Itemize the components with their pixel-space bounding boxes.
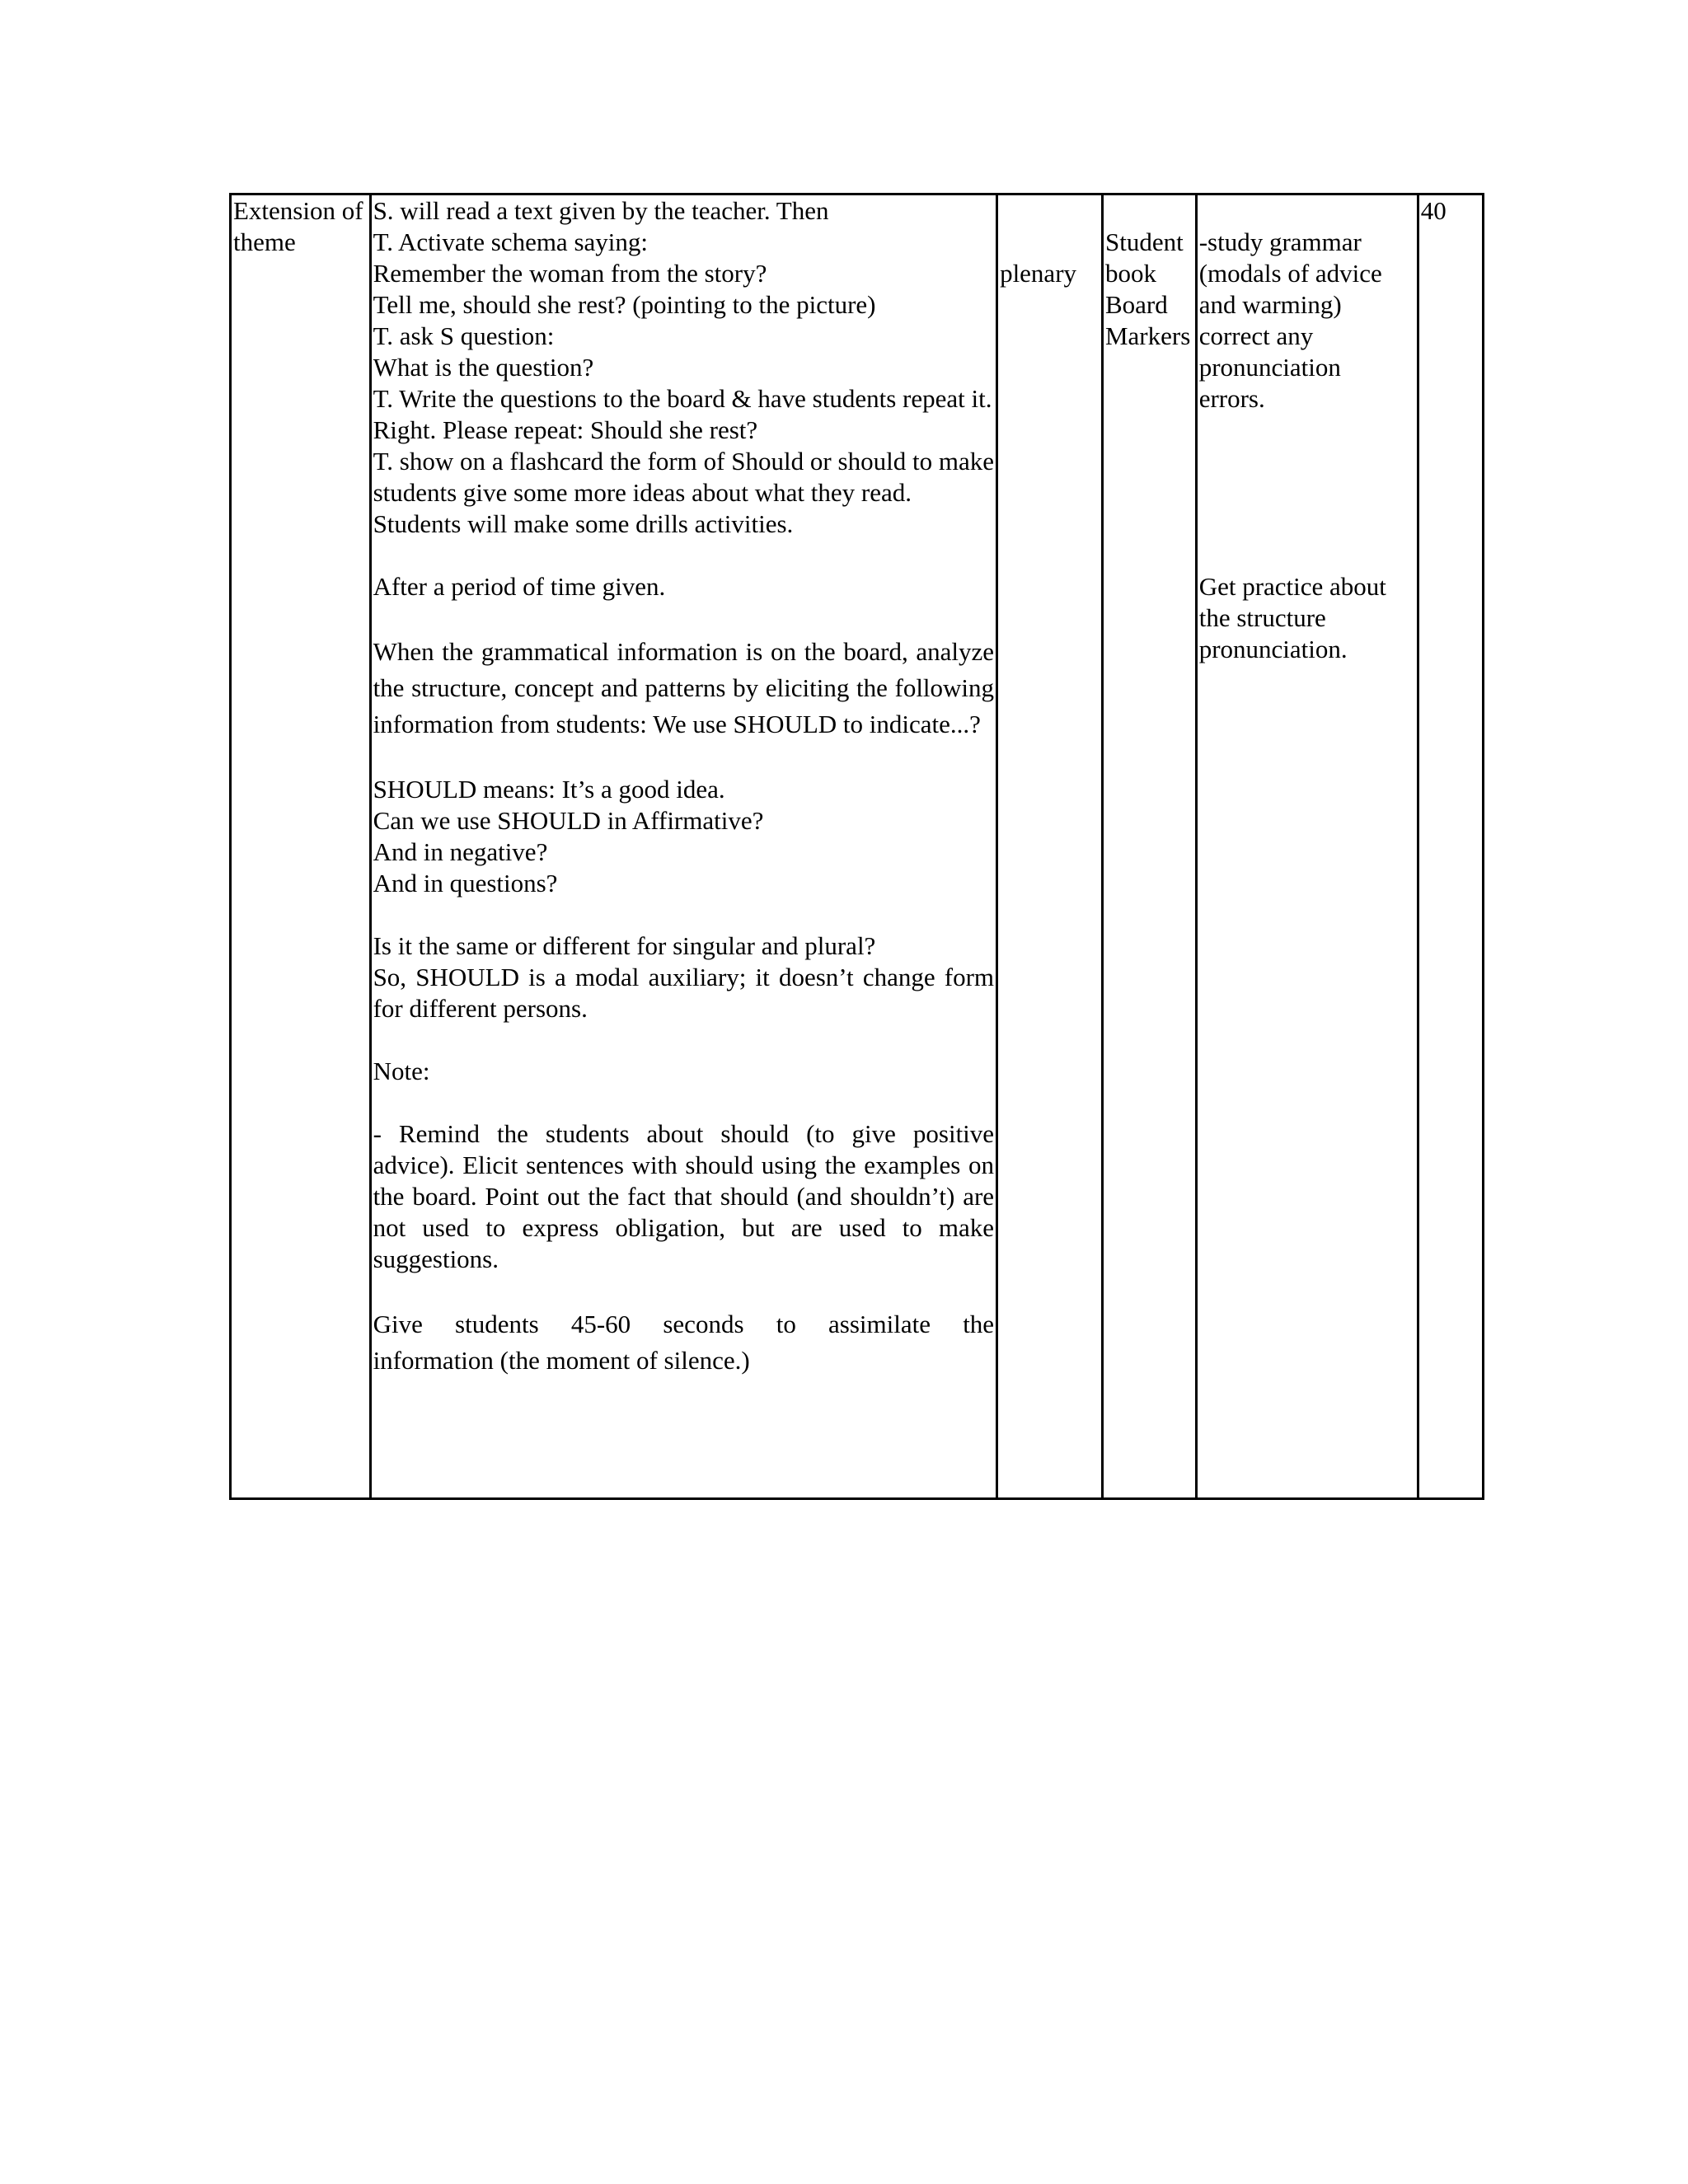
procedure-line: Tell me, should she rest? (pointing to the picture) xyxy=(373,290,876,319)
aims-cell xyxy=(1196,194,1418,1499)
material-item: Markers xyxy=(1104,321,1191,350)
procedure-line: SHOULD means: It’s a good idea. xyxy=(373,775,725,804)
aim-line: -study grammar xyxy=(1198,227,1362,256)
aim-line: correct any xyxy=(1198,321,1314,350)
aim-line: Get practice about xyxy=(1198,572,1386,601)
procedure-line: Is it the same or different for singular and plural? xyxy=(373,931,876,960)
procedure-paragraph: T. show on a flashcard the form of Should or should to make students give some more ideas about what they read. xyxy=(373,447,995,507)
aim-line: pronunciation. xyxy=(1198,635,1348,663)
procedure-line: Students will make some drills activities. xyxy=(373,509,794,538)
procedure-line: And in questions? xyxy=(373,869,558,898)
procedure-line: Remember the woman from the story? xyxy=(373,259,767,288)
procedure-paragraph: So, SHOULD is a modal auxiliary; it doesn’t change form for different persons. xyxy=(373,963,995,1023)
material-item: Student xyxy=(1104,227,1184,256)
procedure-line: Give students 45-60 seconds to assimilate the xyxy=(373,1310,995,1338)
procedure-paragraph: T. Write the questions to the board & have students repeat it. xyxy=(373,384,992,413)
materials-cell xyxy=(1102,194,1196,1499)
aim-line: errors. xyxy=(1198,384,1265,413)
time-text: 40 xyxy=(1420,196,1447,225)
procedure-paragraph: - Remind the students about should (to give positive advice). Elicit sentences with should using the examples on the board. Point out the fact that should (and shouldn’t) are not used to express obligation, but are used to make suggestions. xyxy=(373,1119,995,1273)
procedure-cell xyxy=(370,194,997,1499)
table-row xyxy=(231,194,1484,1499)
procedure-line: T. Activate schema saying: xyxy=(373,227,648,256)
interaction-text: plenary xyxy=(1000,259,1077,288)
procedure-line: And in negative? xyxy=(373,837,548,866)
aim-line: pronunciation xyxy=(1198,353,1341,382)
material-item: book xyxy=(1104,259,1156,288)
aim-line: (modals of advice xyxy=(1198,259,1382,288)
procedure-line: Note: xyxy=(373,1057,430,1085)
procedure-line: After a period of time given. xyxy=(373,572,666,601)
material-item: Board xyxy=(1104,290,1168,319)
time-cell xyxy=(1418,194,1483,1499)
procedure-line: information (the moment of silence.) xyxy=(373,1346,750,1375)
procedure-line: What is the question? xyxy=(373,353,594,382)
procedure-line: T. ask S question: xyxy=(373,321,555,350)
aim-line: the structure xyxy=(1198,603,1326,632)
aim-line: and warming) xyxy=(1198,290,1342,319)
procedure-paragraph: When the grammatical information is on the board, analyze the structure, concept and patterns by eliciting the following information from students: We use SHOULD to indicate...? xyxy=(373,637,995,738)
stage-text: Extension of theme xyxy=(233,196,363,256)
lesson-plan-table xyxy=(229,193,1484,1500)
interaction-cell xyxy=(997,194,1103,1499)
procedure-line: S. will read a text given by the teacher. Then xyxy=(373,196,829,225)
stage-cell xyxy=(231,194,371,1499)
procedure-line: Right. Please repeat: Should she rest? xyxy=(373,415,758,444)
procedure-line: Can we use SHOULD in Affirmative? xyxy=(373,806,764,835)
